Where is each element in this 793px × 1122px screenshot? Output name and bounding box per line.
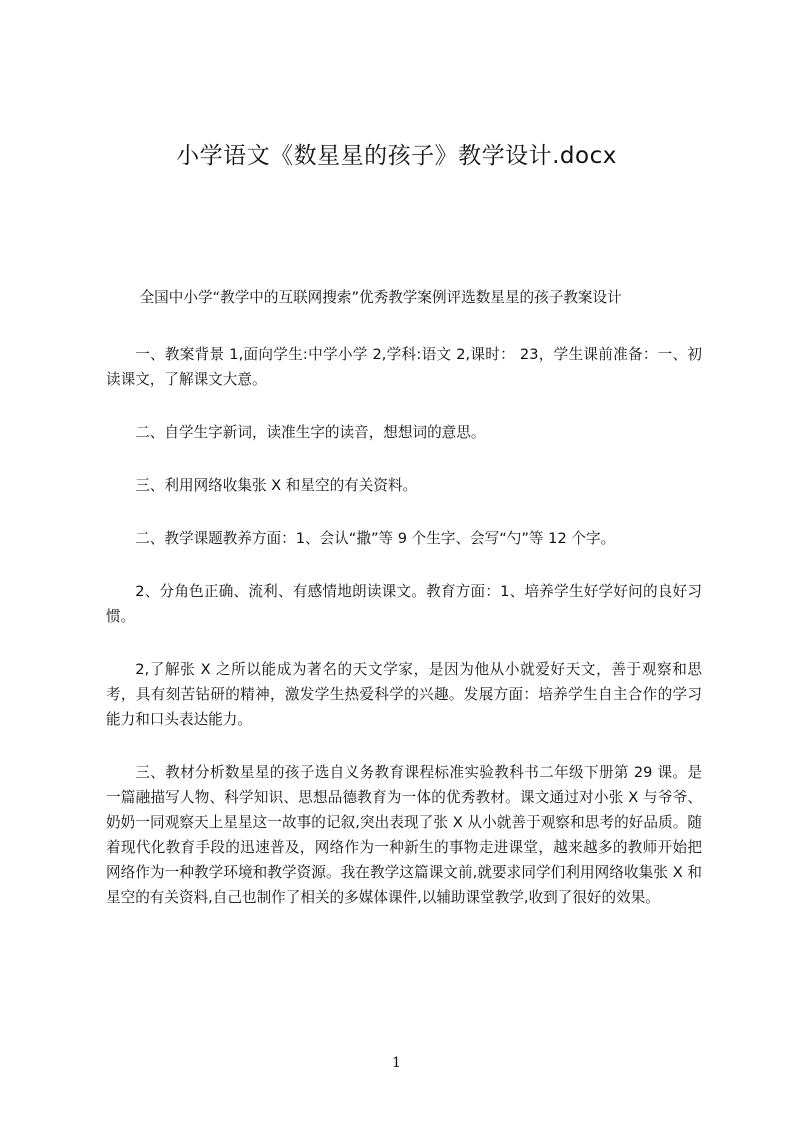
paragraph-background: 一、教案背景 1,面向学生:中学小学 2,学科:语文 2,课时： 23，学生课前准备：一、初读课文，了解课文大意。 — [106, 346, 702, 388]
paragraph-network-collect: 三、利用网络收集张 X 和星空的有关资料。 — [135, 477, 418, 494]
paragraph-teaching-goals: 二、教学课题教养方面：1、会认“撒”等 9 个生字、会写“勺”等 12 个字。 — [135, 530, 616, 547]
paragraph-material-analysis: 三、教材分析数星星的孩子选自义务教育课程标准实验教科书二年级下册第 29 课。是一篇融描写人物、科学知识、思想品德教育为一体的优秀教材。课文通过对小张 X 与爷爷、奶奶一同观察天上星星这一故事的记叙,突出表现了张 X 从小就善于观察和思考的好品质。随着现代化教育手段的迅速普及，网络作为一种新生的事物走进课堂，越来越多的教师开始把网络作为一种教学环境和教学资源。我在教学这篇课文前,就要求同学们利用网络收集张 X 和星空的有关资料,自己也制作了相关的多媒体课件,以辅助课堂教学,收到了很好的效果。 — [106, 764, 702, 906]
document-title: 小学语文《数星星的孩子》教学设计.docx — [176, 143, 617, 169]
paragraph-astronomer: 2,了解张 X 之所以能成为著名的天文学家，是因为他从小就爱好天文，善于观察和思考，具有刻苦钻研的精神，激发学生热爱科学的兴趣。发展方面：培养学生自主合作的学习能力和口头表达能力。 — [106, 661, 702, 728]
paragraph-subtitle: 全国中小学“教学中的互联网搜索”优秀教学案例评选数星星的孩子教案设计 — [139, 289, 622, 306]
document-body — [106, 285, 702, 938]
paragraph-reading-roles: 2、分角色正确、流利、有感情地朗读课文。教育方面：1、培养学生好学好问的良好习惯。 — [106, 583, 702, 625]
page-number: 1 — [392, 1055, 401, 1071]
paragraph-self-study: 二、自学生字新词，读准生字的读音，想想词的意思。 — [135, 424, 486, 441]
